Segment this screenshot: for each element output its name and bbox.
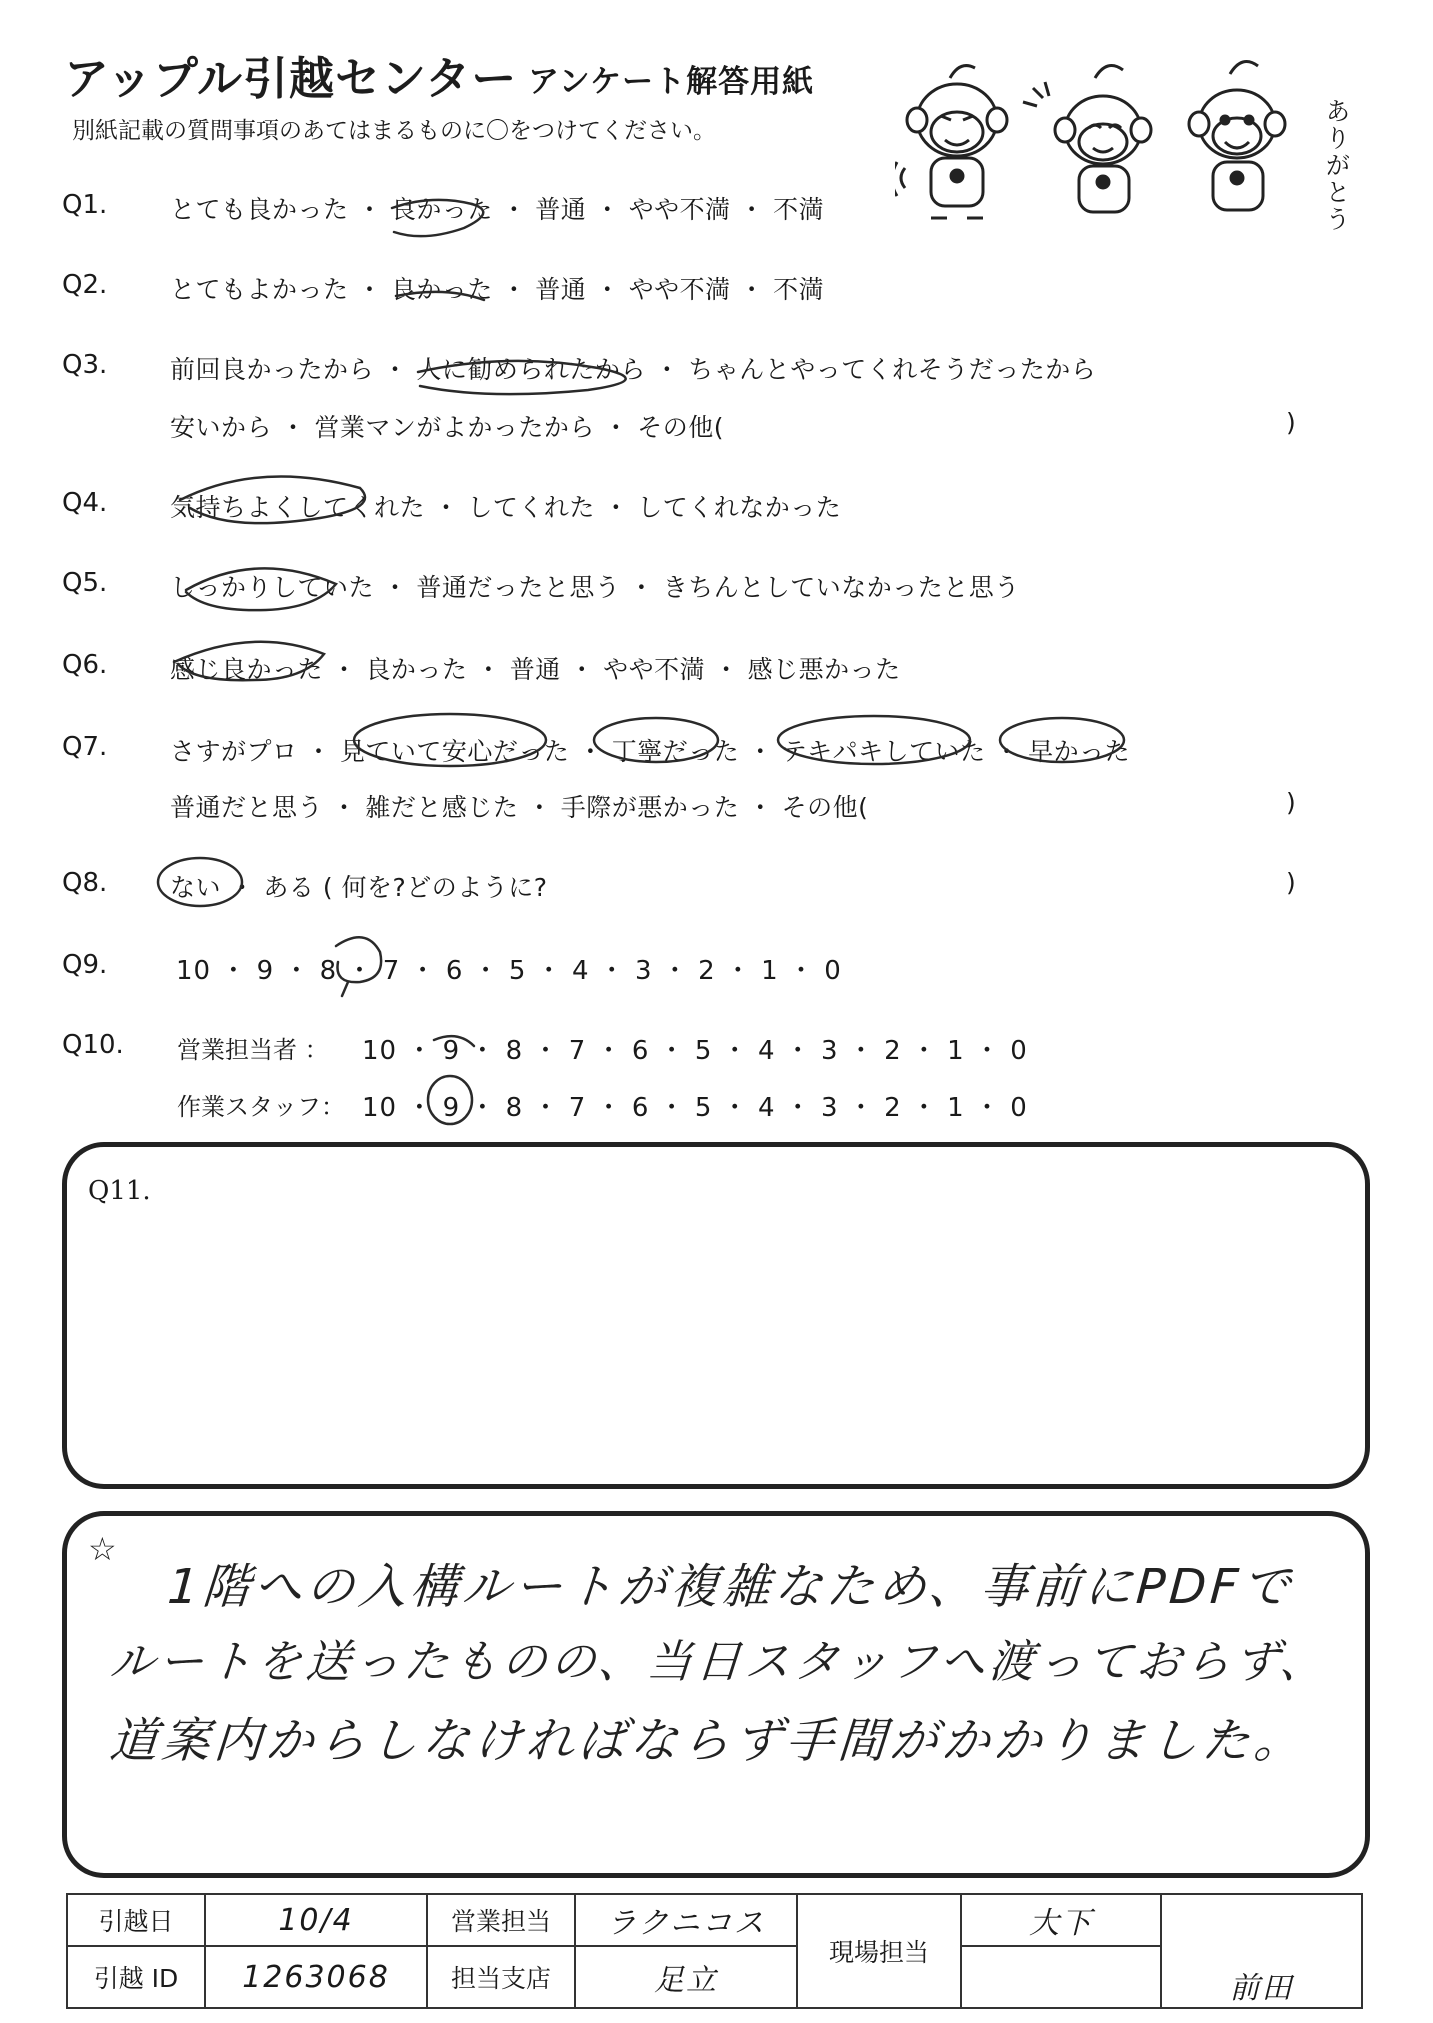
q3-options-line1: 前回良かったから ・ 人に勧められたから ・ ちゃんとやってくれそうだったから bbox=[170, 355, 1097, 384]
q4-options: 気持ちよくしてくれた ・ してくれた ・ してくれなかった bbox=[170, 493, 842, 522]
q3-label: Q3. bbox=[62, 350, 108, 380]
q11-answer-box[interactable] bbox=[62, 1142, 1370, 1489]
form-title: アンケート解答用紙 bbox=[528, 64, 815, 100]
q7-close-paren: ) bbox=[1286, 788, 1296, 817]
q1-options: とても良かった ・ 良かった ・ 普通 ・ やや不満 ・ 不満 bbox=[170, 195, 825, 224]
site-rep-label: 現場担当 bbox=[797, 1894, 961, 2008]
comment-line-2: ルートを送ったものの、当日スタッフへ渡っておらず、 bbox=[107, 1635, 1331, 1688]
q9-scale: 10 ・ 9 ・ 8 ・ 7 ・ 6 ・ 5 ・ 4 ・ 3 ・ 2 ・ 1 ・ 0 bbox=[176, 956, 842, 986]
branch-value[interactable]: 足立 bbox=[575, 1946, 797, 2008]
q7-options-line2: 普通だと思う ・ 雑だと感じた ・ 手際が悪かった ・ その他( bbox=[170, 793, 869, 822]
q8-close-paren: ) bbox=[1286, 868, 1296, 897]
monkey-mascots-illustration bbox=[895, 58, 1315, 238]
comment-line-3: 道案内からしなければならず手間がかかりました。 bbox=[107, 1713, 1308, 1769]
q7-label: Q7. bbox=[62, 732, 108, 762]
q3-options-line2: 安いから ・ 営業マンがよかったから ・ その他( bbox=[170, 413, 725, 442]
q2-label: Q2. bbox=[62, 270, 108, 300]
q8-options: ない ・ ある ( 何を?どのように? bbox=[170, 873, 548, 902]
q10-sales-label: 営業担当者 ： bbox=[177, 1036, 329, 1064]
q10-staff-scale: 10 ・ 9 ・ 8 ・ 7 ・ 6 ・ 5 ・ 4 ・ 3 ・ 2 ・ 1 ・ 0 bbox=[362, 1093, 1028, 1123]
q2-options: とてもよかった ・ 良かった ・ 普通 ・ やや不満 ・ 不満 bbox=[170, 275, 825, 304]
move-id-value[interactable]: 1263068 bbox=[205, 1946, 427, 2008]
star-icon: ☆ bbox=[88, 1530, 117, 1568]
instructions: 別紙記載の質問事項のあてはまるものに〇をつけてください。 bbox=[72, 118, 716, 144]
site-rep-value-1[interactable]: 大下 bbox=[961, 1894, 1161, 1946]
q1-label: Q1. bbox=[62, 190, 108, 220]
sales-rep-value[interactable]: ラクニコス bbox=[575, 1894, 797, 1946]
company-name: アップル引越センター bbox=[64, 52, 518, 105]
move-info-table bbox=[66, 1893, 1363, 2009]
site-rep-empty-cell[interactable] bbox=[961, 1946, 1161, 2008]
mascot-caption: ありがとう bbox=[1322, 98, 1351, 233]
q5-options: しっかりしていた ・ 普通だったと思う ・ きちんとしていなかったと思う bbox=[170, 573, 1020, 602]
q7-options-line1: さすがプロ ・ 見ていて安心だった ・ 丁寧だった ・ テキパキしていた ・ 早かった bbox=[170, 737, 1131, 766]
q10-label: Q10. bbox=[62, 1030, 124, 1060]
q6-label: Q6. bbox=[62, 650, 108, 680]
site-rep-value-2[interactable]: 前田 bbox=[1161, 1894, 1362, 2008]
move-id-label: 引越 ID bbox=[67, 1946, 205, 2008]
q8-label: Q8. bbox=[62, 868, 108, 898]
q4-label: Q4. bbox=[62, 488, 108, 518]
move-date-value[interactable]: 10/4 bbox=[205, 1894, 427, 1946]
q3-close-paren: ) bbox=[1286, 408, 1296, 437]
q11-label: Q11. bbox=[88, 1176, 151, 1206]
q9-label: Q9. bbox=[62, 950, 108, 980]
q6-options: 感じ良かった ・ 良かった ・ 普通 ・ やや不満 ・ 感じ悪かった bbox=[170, 655, 901, 684]
comment-line-1: 1階への入構ルートが複雑なため、事前にPDFで bbox=[165, 1559, 1296, 1615]
sales-rep-label: 営業担当 bbox=[427, 1894, 575, 1946]
move-date-label: 引越日 bbox=[67, 1894, 205, 1946]
q10-sales-scale: 10 ・ 9 ・ 8 ・ 7 ・ 6 ・ 5 ・ 4 ・ 3 ・ 2 ・ 1 ・ 0 bbox=[362, 1036, 1028, 1066]
q5-label: Q5. bbox=[62, 568, 108, 598]
branch-label: 担当支店 bbox=[427, 1946, 575, 2008]
q10-staff-label: 作業スタッフ： bbox=[177, 1093, 345, 1121]
